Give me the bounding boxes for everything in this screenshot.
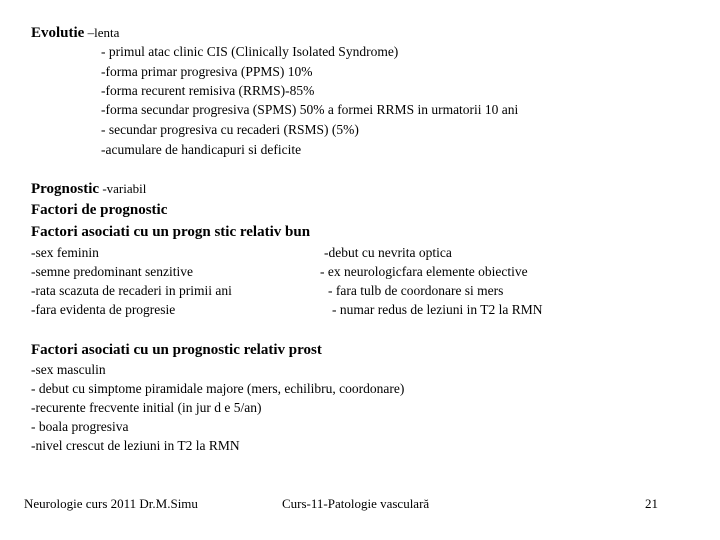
bad-factor: - boala progresiva	[31, 419, 129, 434]
bad-factor: - debut cu simptome piramidale majore (mers, echilibru, coordonare)	[31, 381, 405, 396]
footer-course: Neurologie curs 2011 Dr.M.Simu	[24, 496, 198, 511]
good-factor-right: -debut cu nevrita optica	[324, 245, 452, 260]
good-factor-left: -sex feminin	[31, 245, 99, 260]
bad-factor: -nivel crescut de leziuni in T2 la RMN	[31, 438, 240, 453]
prognosis-title-suffix: -variabil	[99, 181, 147, 196]
good-factor-right: - numar redus de leziuni in T2 la RMN	[332, 302, 543, 317]
good-factors-title: Factori asociati cu un progn stic relativ bun	[31, 224, 311, 240]
bad-factor: -recurente frecvente initial (in jur d e 5/an)	[31, 400, 262, 415]
evolution-item: - primul atac clinic CIS (Clinically Isolated Syndrome)	[101, 44, 399, 59]
prognosis-title: Prognostic	[31, 181, 100, 197]
bad-factors-title: Factori asociati cu un prognostic relativ prost	[31, 342, 322, 358]
evolution-heading	[31, 24, 119, 42]
good-factor-left: -rata scazuta de recaderi in primii ani	[31, 283, 232, 298]
evolution-title: Evolutie	[31, 25, 85, 41]
good-factor-right: - ex neurologicfara elemente obiective	[320, 264, 528, 279]
good-factor-left: -fara evidenta de progresie	[31, 302, 176, 317]
evolution-item: -forma recurent remisiva (RRMS)-85%	[101, 83, 315, 98]
footer-lecture: Curs-11-Patologie vasculară	[282, 496, 430, 511]
evolution-item: -acumulare de handicapuri si deficite	[101, 142, 302, 157]
evolution-item: -forma secundar progresiva (SPMS) 50% a formei RRMS in urmatorii 10 ani	[101, 102, 519, 117]
good-factor-left: -semne predominant senzitive	[31, 264, 193, 279]
good-factor-right: - fara tulb de coordonare si mers	[328, 283, 504, 298]
footer-page-number: 21	[645, 496, 658, 511]
evolution-item: - secundar progresiva cu recaderi (RSMS) (5%)	[101, 122, 359, 137]
bad-factor: -sex masculin	[31, 362, 106, 377]
evolution-title-suffix: –lenta	[84, 25, 120, 40]
prognosis-heading	[31, 180, 146, 198]
evolution-item: -forma primar progresiva (PPMS) 10%	[101, 64, 313, 79]
factors-title: Factori de prognostic	[31, 202, 168, 218]
